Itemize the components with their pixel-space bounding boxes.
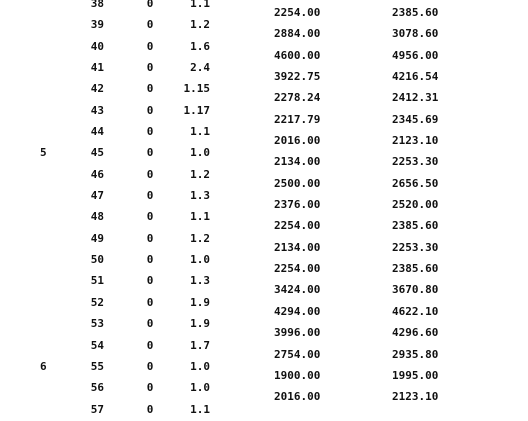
table-row bbox=[0, 164, 230, 185]
rate-cell: 1.9 bbox=[190, 317, 210, 331]
rate-cell: 1.3 bbox=[190, 189, 210, 203]
zero-cell: 0 bbox=[146, 338, 154, 352]
table-row bbox=[268, 66, 468, 87]
total-cell: 4622.10 bbox=[392, 304, 439, 318]
amount-cell: 2134.00 bbox=[274, 240, 321, 254]
total-cell: 2412.31 bbox=[392, 91, 439, 105]
zero-cell: 0 bbox=[146, 18, 154, 32]
rate-cell: 1.2 bbox=[190, 231, 210, 245]
rate-cell: 1.15 bbox=[183, 82, 210, 96]
amount-cell: 2884.00 bbox=[274, 27, 321, 41]
zero-cell: 0 bbox=[146, 167, 154, 181]
table-row bbox=[0, 249, 230, 270]
table-row bbox=[268, 130, 468, 151]
table-row bbox=[0, 335, 230, 356]
rate-cell: 2.4 bbox=[190, 61, 210, 75]
total-cell: 2123.10 bbox=[392, 134, 439, 148]
zero-cell: 0 bbox=[146, 210, 154, 224]
rate-cell: 1.2 bbox=[190, 167, 210, 181]
table-row bbox=[268, 2, 468, 23]
number-cell: 55 bbox=[90, 359, 104, 373]
zero-cell: 0 bbox=[146, 317, 154, 331]
amount-cell: 2254.00 bbox=[274, 262, 321, 276]
table-row bbox=[0, 14, 230, 35]
zero-cell: 0 bbox=[146, 103, 154, 117]
amount-cell: 2376.00 bbox=[274, 198, 321, 212]
right-columns bbox=[268, 2, 468, 408]
total-cell: 2385.60 bbox=[392, 6, 439, 19]
zero-cell: 0 bbox=[146, 231, 154, 245]
number-cell: 40 bbox=[90, 39, 104, 53]
number-cell: 52 bbox=[90, 295, 104, 309]
table-row bbox=[0, 0, 230, 14]
table-row bbox=[268, 322, 468, 343]
number-cell: 51 bbox=[90, 274, 104, 288]
number-cell: 46 bbox=[90, 167, 104, 181]
amount-cell: 2016.00 bbox=[274, 390, 321, 404]
table-row bbox=[268, 173, 468, 194]
table-row bbox=[0, 377, 230, 398]
table-row bbox=[268, 194, 468, 215]
amount-cell: 2278.24 bbox=[274, 91, 321, 105]
zero-cell: 0 bbox=[146, 39, 154, 53]
number-cell: 50 bbox=[90, 253, 104, 267]
total-cell: 2385.60 bbox=[392, 219, 439, 233]
amount-cell: 2134.00 bbox=[274, 155, 321, 169]
number-cell: 38 bbox=[90, 0, 104, 10]
table-row bbox=[0, 121, 230, 142]
table-row bbox=[268, 344, 468, 365]
zero-cell: 0 bbox=[146, 295, 154, 309]
rate-cell: 1.1 bbox=[190, 402, 210, 416]
table-row bbox=[268, 45, 468, 66]
total-cell: 2385.60 bbox=[392, 262, 439, 276]
rate-cell: 1.0 bbox=[190, 359, 210, 373]
zero-cell: 0 bbox=[146, 402, 154, 416]
total-cell: 2253.30 bbox=[392, 240, 439, 254]
total-cell: 2253.30 bbox=[392, 155, 439, 169]
table-row bbox=[0, 185, 230, 206]
number-cell: 45 bbox=[90, 146, 104, 160]
table-row bbox=[0, 356, 230, 377]
rate-cell: 1.7 bbox=[190, 338, 210, 352]
table-row bbox=[268, 237, 468, 258]
total-cell: 2656.50 bbox=[392, 176, 439, 190]
total-cell: 2123.10 bbox=[392, 390, 439, 404]
amount-cell: 1900.00 bbox=[274, 368, 321, 382]
rate-cell: 1.6 bbox=[190, 39, 210, 53]
table-row bbox=[268, 109, 468, 130]
rate-cell: 1.17 bbox=[183, 103, 210, 117]
amount-cell: 3922.75 bbox=[274, 70, 321, 84]
table-row bbox=[268, 386, 468, 407]
total-cell: 2520.00 bbox=[392, 198, 439, 212]
amount-cell: 2754.00 bbox=[274, 347, 321, 361]
rate-cell: 1.1 bbox=[190, 0, 210, 10]
total-cell: 4956.00 bbox=[392, 48, 439, 62]
left-columns bbox=[0, 0, 230, 420]
table-row bbox=[268, 215, 468, 236]
zero-cell: 0 bbox=[146, 61, 154, 75]
table-row bbox=[268, 365, 468, 386]
amount-cell: 2254.00 bbox=[274, 6, 321, 19]
total-cell: 2345.69 bbox=[392, 112, 439, 126]
rate-cell: 1.1 bbox=[190, 125, 210, 139]
zero-cell: 0 bbox=[146, 125, 154, 139]
table-row bbox=[0, 399, 230, 420]
total-cell: 3078.60 bbox=[392, 27, 439, 41]
table-row bbox=[0, 228, 230, 249]
number-cell: 57 bbox=[90, 402, 104, 416]
table-row bbox=[0, 78, 230, 99]
table-row bbox=[0, 206, 230, 227]
amount-cell: 2016.00 bbox=[274, 134, 321, 148]
amount-cell: 2500.00 bbox=[274, 176, 321, 190]
zero-cell: 0 bbox=[146, 274, 154, 288]
rate-cell: 1.3 bbox=[190, 274, 210, 288]
number-cell: 44 bbox=[90, 125, 104, 139]
group-cell: 6 bbox=[40, 359, 47, 373]
rate-cell: 1.1 bbox=[190, 210, 210, 224]
amount-cell: 2217.79 bbox=[274, 112, 321, 126]
rate-cell: 1.0 bbox=[190, 381, 210, 395]
table-row bbox=[0, 100, 230, 121]
number-cell: 54 bbox=[90, 338, 104, 352]
zero-cell: 0 bbox=[146, 146, 154, 160]
total-cell: 2935.80 bbox=[392, 347, 439, 361]
table-row bbox=[0, 57, 230, 78]
amount-cell: 3996.00 bbox=[274, 326, 321, 340]
number-cell: 49 bbox=[90, 231, 104, 245]
amount-cell: 2254.00 bbox=[274, 219, 321, 233]
table-row bbox=[0, 142, 230, 163]
group-cell: 5 bbox=[40, 146, 47, 160]
table-row bbox=[0, 292, 230, 313]
table-row bbox=[0, 36, 230, 57]
amount-cell: 4600.00 bbox=[274, 48, 321, 62]
zero-cell: 0 bbox=[146, 0, 154, 10]
rate-cell: 1.2 bbox=[190, 18, 210, 32]
number-cell: 56 bbox=[90, 381, 104, 395]
total-cell: 4296.60 bbox=[392, 326, 439, 340]
amount-cell: 3424.00 bbox=[274, 283, 321, 297]
zero-cell: 0 bbox=[146, 253, 154, 267]
number-cell: 43 bbox=[90, 103, 104, 117]
zero-cell: 0 bbox=[146, 381, 154, 395]
number-cell: 47 bbox=[90, 189, 104, 203]
zero-cell: 0 bbox=[146, 189, 154, 203]
rate-cell: 1.9 bbox=[190, 295, 210, 309]
rate-cell: 1.0 bbox=[190, 146, 210, 160]
zero-cell: 0 bbox=[146, 359, 154, 373]
total-cell: 4216.54 bbox=[392, 70, 439, 84]
table-row bbox=[0, 313, 230, 334]
number-cell: 39 bbox=[90, 18, 104, 32]
table-row bbox=[268, 23, 468, 44]
total-cell: 1995.00 bbox=[392, 368, 439, 382]
number-cell: 42 bbox=[90, 82, 104, 96]
table-row bbox=[268, 258, 468, 279]
table-row bbox=[268, 301, 468, 322]
zero-cell: 0 bbox=[146, 82, 154, 96]
number-cell: 48 bbox=[90, 210, 104, 224]
table-row bbox=[268, 151, 468, 172]
rate-cell: 1.0 bbox=[190, 253, 210, 267]
table-row bbox=[0, 270, 230, 291]
number-cell: 41 bbox=[90, 61, 104, 75]
total-cell: 3670.80 bbox=[392, 283, 439, 297]
number-cell: 53 bbox=[90, 317, 104, 331]
table-row bbox=[268, 279, 468, 300]
table-row bbox=[268, 87, 468, 108]
amount-cell: 4294.00 bbox=[274, 304, 321, 318]
